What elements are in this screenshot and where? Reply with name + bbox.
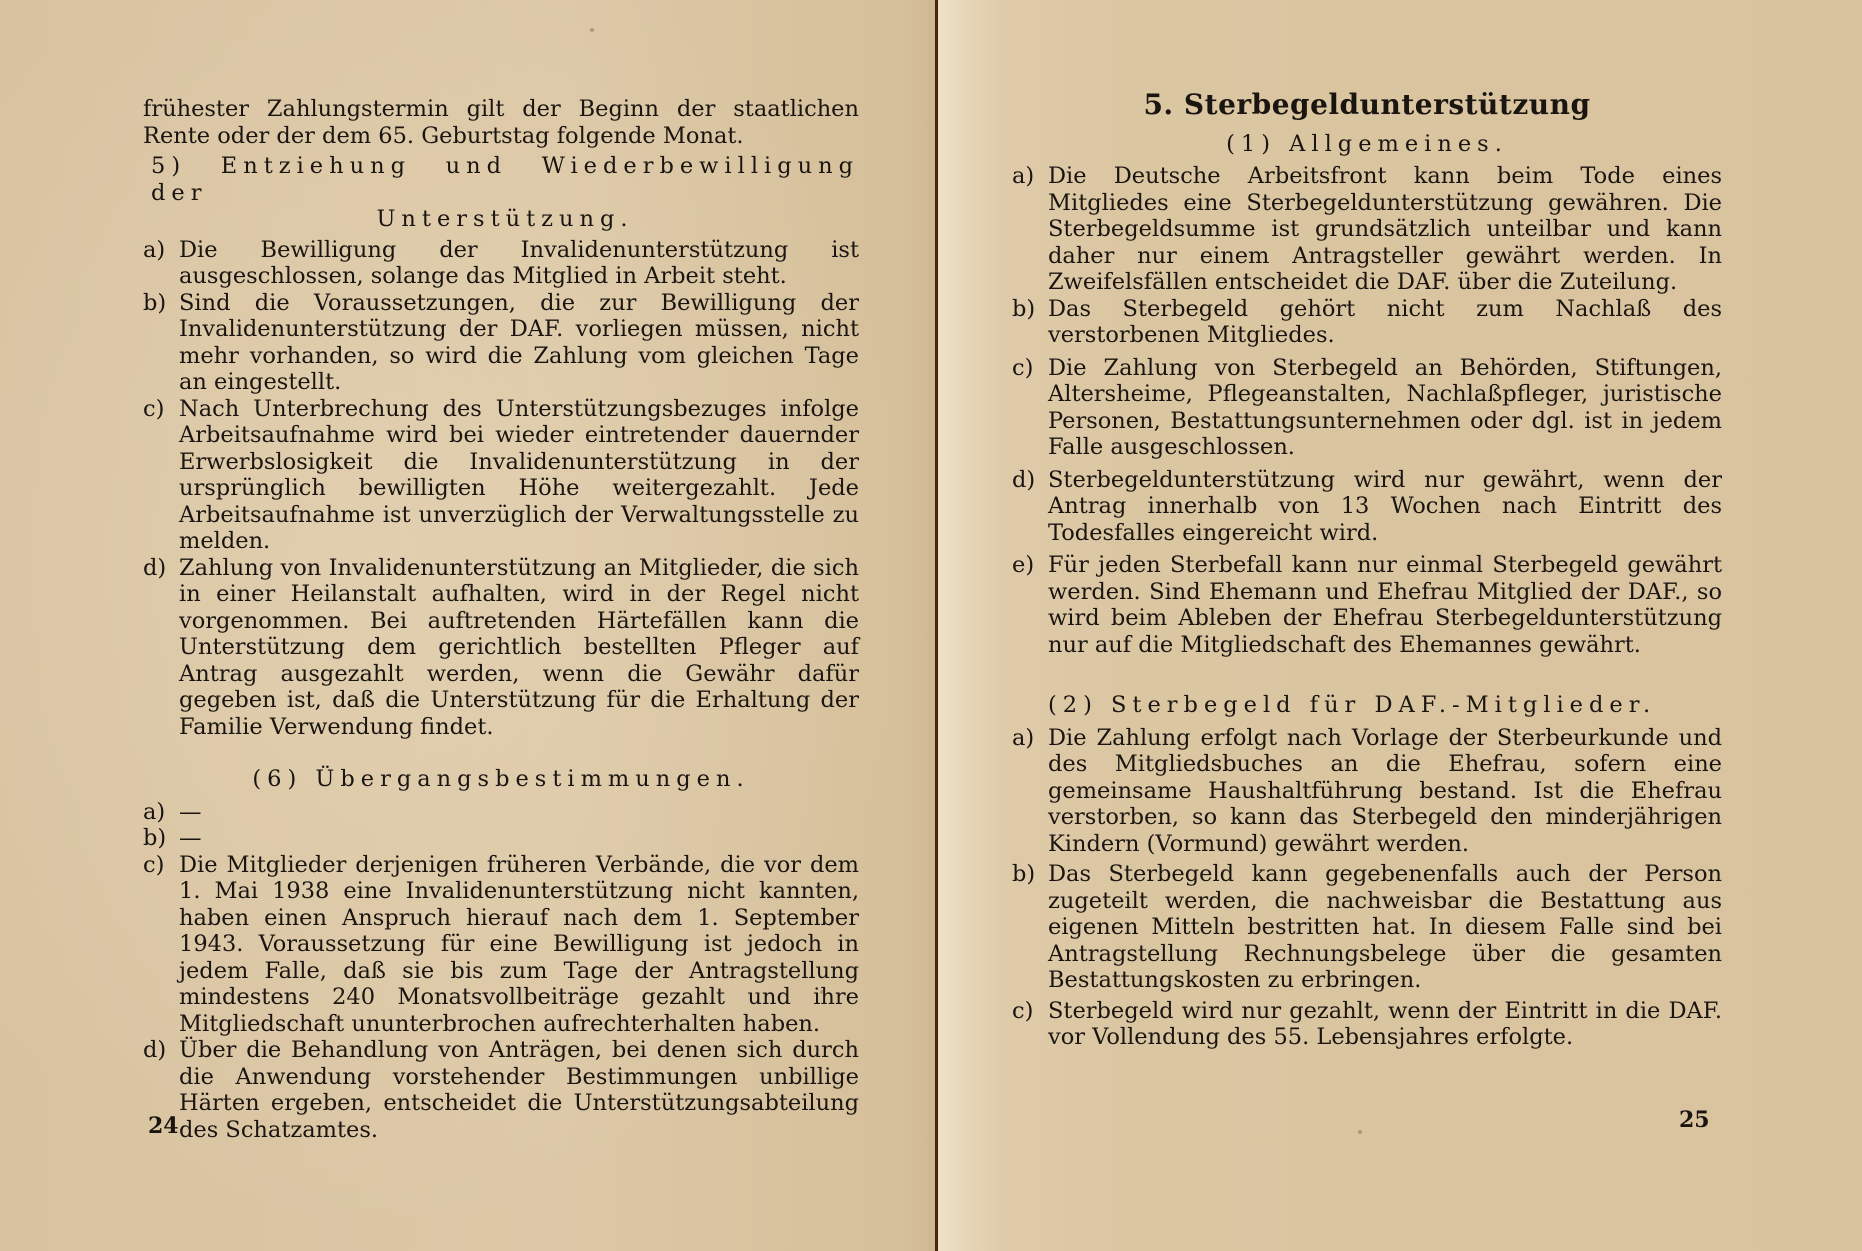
item-label: c) xyxy=(143,851,165,878)
list-item xyxy=(1012,998,1722,1051)
item-text: — xyxy=(179,798,202,825)
item-label: b) xyxy=(1012,295,1036,322)
item-label: d) xyxy=(1012,466,1036,493)
section-1-heading: (1) Allgemeines. xyxy=(1226,130,1508,157)
item-label: a) xyxy=(1012,724,1035,751)
item-label: d) xyxy=(143,554,167,581)
item-text: Zahlung von Invalidenunterstützung an Mitglieder, die sich in einer Heilanstalt aufhalten, wird in der Regel nicht vorgenommen. Bei auftretenden Härtefällen kann die Unterstützung dem gerichtlich bestellten Pfleger auf Antrag ausgezahlt werden, wenn die Gewähr dafür gegeben ist, daß die Unterstützung für die Erhaltung der Familie Verwendung findet. xyxy=(179,554,859,740)
item-text: Die Zahlung von Sterbegeld an Behörden, Stiftungen, Altersheime, Pflegeanstalten, Nachlaßpfleger, juristische Personen, Bestattungsunternehmen oder dgl. ist in jedem Falle ausgeschlossen. xyxy=(1048,354,1722,460)
item-text: Für jeden Sterbefall kann nur einmal Sterbegeld gewährt werden. Sind Ehemann und Ehefrau Mitglied der DAF., so wird beim Ableben der Ehefrau Sterbegeldunterstützung nur auf die Mitgliedschaft des Ehemannes gewährt. xyxy=(1048,552,1722,658)
item-text: Sterbegeld wird nur gezahlt, wenn der Eintritt in die DAF. vor Vollendung des 55. Lebensjahres erfolgte. xyxy=(1048,997,1722,1050)
section-5-heading-line1: 5) Entziehung und Wiederbewilligung der xyxy=(151,153,859,206)
item-label: a) xyxy=(1012,163,1035,189)
item-text: Sind die Voraussetzungen, die zur Bewilligung der Invalidenunterstützung der DAF. vorliegen müssen, nicht mehr vorhanden, so wird die Zahlung vom gleichen Tage an eingestellt. xyxy=(179,289,859,395)
chapter-title: 5. Sterbegeldunterstützung xyxy=(1143,88,1591,121)
item-text: Die Zahlung erfolgt nach Vorlage der Sterbeurkunde und des Mitgliedsbuches an die Ehefrau, sofern eine gemeinsame Haushaltführung bestand. Ist die Ehefrau verstorben, so kann das Sterbegeld den minderjährigen Kindern (Vormund) gewährt werden. xyxy=(1048,724,1722,857)
page-number: 24 xyxy=(148,1113,179,1139)
right-page xyxy=(938,0,1862,1251)
item-label: a) xyxy=(143,236,166,263)
left-page-text xyxy=(143,96,859,1143)
item-label: d) xyxy=(143,1037,167,1063)
list-item xyxy=(1012,861,1722,994)
list-item xyxy=(143,290,859,396)
paper-speck xyxy=(1358,1130,1362,1134)
item-label: b) xyxy=(1012,861,1036,887)
list-item xyxy=(1012,163,1722,296)
spacer xyxy=(1012,658,1722,680)
page-number: 25 xyxy=(1679,1107,1710,1133)
item-text: Über die Behandlung von Anträgen, bei denen sich durch die Anwendung vorstehender Bestimmungen unbillige Härten ergeben, entscheidet die Unterstützungsabteilung des Schatzamtes. xyxy=(179,1037,859,1143)
list-item xyxy=(143,1037,859,1143)
item-label: e) xyxy=(1012,552,1035,578)
paper-speck xyxy=(820,990,824,994)
list-item xyxy=(143,852,859,1038)
item-text: Nach Unterbrechung des Unterstützungsbezuges infolge Arbeitsaufnahme wird bei wieder eintretender dauernder Erwerbslosigkeit die Invalidenunterstützung in der ursprünglich bewilligten Höhe weitergezahlt. Jede Arbeitsaufnahme ist unverzüglich der Verwaltungsstelle zu melden. xyxy=(179,395,859,554)
right-page-text xyxy=(1012,88,1722,1051)
section-5-heading xyxy=(143,153,859,233)
item-text: Die Deutsche Arbeitsfront kann beim Tode eines Mitgliedes eine Sterbegeldunterstützung gewähren. Die Sterbegeldsumme ist grundsätzlich unteilbar und kann daher nur einem Antragsteller gewährt werden. In Zweifelsfällen entscheidet die DAF. über die Zuteilung. xyxy=(1048,163,1722,295)
list-item xyxy=(143,237,859,290)
item-label: a) xyxy=(143,798,166,825)
item-text: Das Sterbegeld gehört nicht zum Nachlaß des verstorbenen Mitgliedes. xyxy=(1048,295,1722,348)
item-text: Das Sterbegeld kann gegebenenfalls auch der Person zugeteilt werden, die nachweisbar die Bestattung aus eigenen Mitteln bestritten hat. In diesem Falle sind bei Antragstellung Rechnungsbelege über die gesamten Bestattungskosten zu erbringen. xyxy=(1048,861,1722,993)
section-6-heading: (6) Übergangsbestimmungen. xyxy=(252,766,750,792)
item-text: Sterbegeldunterstützung wird nur gewährt, wenn der Antrag innerhalb von 13 Wochen nach Eintritt des Todesfalles eingereicht wird. xyxy=(1048,466,1722,546)
item-label: b) xyxy=(143,289,167,316)
paper-speck xyxy=(590,28,594,32)
spacer xyxy=(143,740,859,754)
item-label: c) xyxy=(1012,997,1034,1024)
list-item xyxy=(1012,725,1722,858)
list-item xyxy=(1012,552,1722,658)
item-text: — xyxy=(179,825,202,851)
list-item xyxy=(1012,355,1722,461)
item-text: Die Bewilligung der Invalidenunterstützung ist ausgeschlossen, solange das Mitglied in Arbeit steht. xyxy=(179,236,859,289)
section-5-heading-line2: Unterstützung. xyxy=(376,206,634,232)
list-item xyxy=(143,825,859,852)
list-item xyxy=(143,799,859,826)
section-2-heading: (2) Sterbegeld für DAF.-Mitglieder. xyxy=(1048,692,1657,718)
list-item xyxy=(143,396,859,555)
item-label: c) xyxy=(1012,354,1034,381)
list-item xyxy=(143,555,859,741)
continuation-paragraph: frühester Zahlungstermin gilt der Beginn der staatlichen Rente oder der dem 65. Geburtstag folgende Monat. xyxy=(143,96,859,149)
list-item xyxy=(1012,467,1722,547)
item-text: Die Mitglieder derjenigen früheren Verbände, die vor dem 1. Mai 1938 eine Invalidenunterstützung nicht kannten, haben einen Anspruch hierauf nach dem 1. September 1943. Voraussetzung für eine Bewilligung ist jedoch in jedem Falle, daß sie bis zum Tage der Antragstellung mindestens 240 Monatsvollbeiträge gezahlt und ihre Mitgliedschaft ununterbrochen aufrechterhalten haben. xyxy=(179,851,859,1037)
list-item xyxy=(1012,296,1722,349)
item-label: c) xyxy=(143,395,165,422)
item-label: b) xyxy=(143,825,167,851)
